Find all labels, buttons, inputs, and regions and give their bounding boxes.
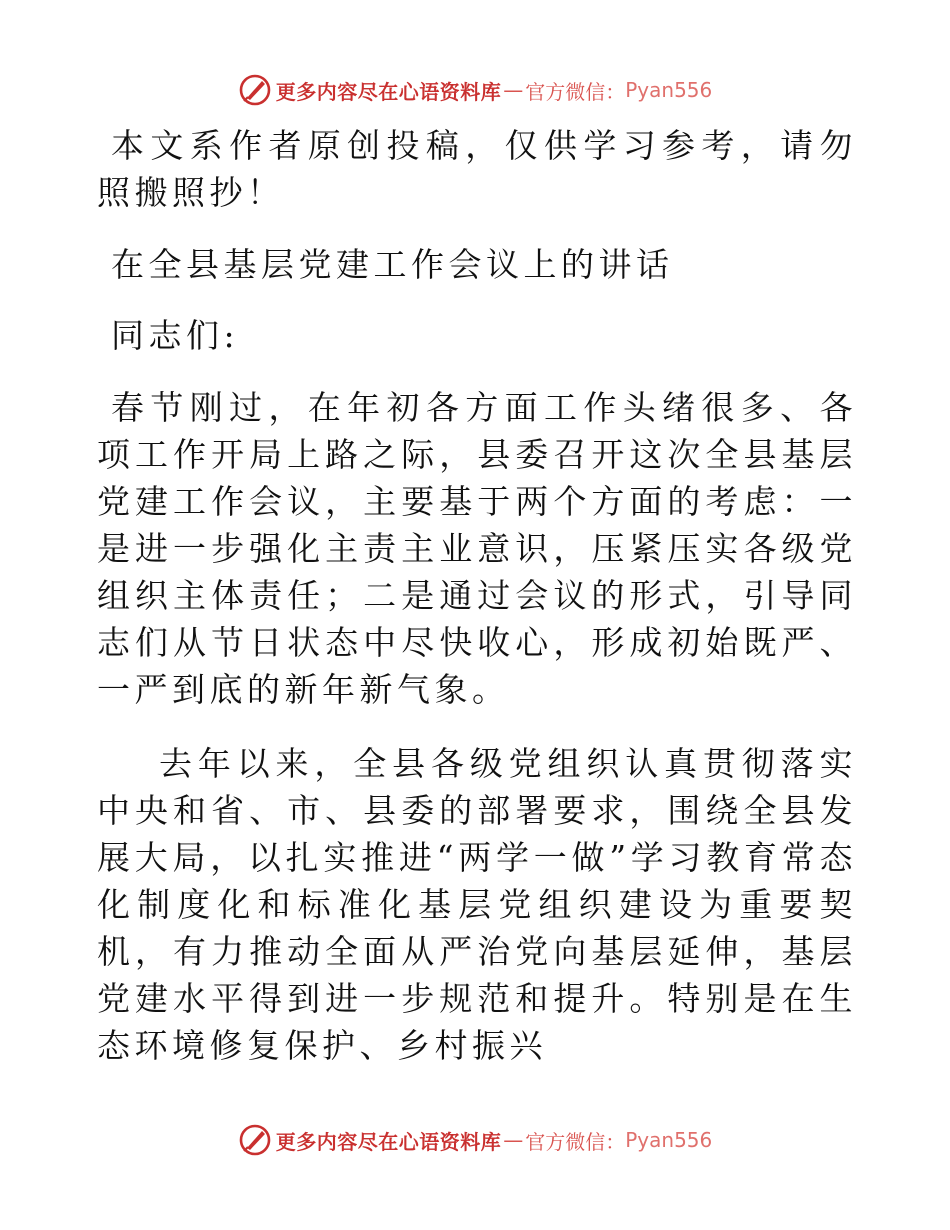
salutation: 同志们: — [111, 316, 240, 355]
banner-main-text: 更多内容尽在心语资料库 — [275, 79, 502, 104]
paragraph-1: 春节刚过，在年初各方面工作头绪很多、各项工作开局上路之际，县委召开这次全县基层党建工作会议，主要基于两个方面的考虑：一是进一步强化主责主业意识，压紧压实各级党组织主体责任；二是通过会议的形式，引导同志们从节日状态中尽快收心，形成初始既严、一严到底的新年新气象。 — [97, 388, 857, 709]
quill-logo-icon — [238, 1123, 272, 1157]
banner-wechat-label: 官方微信： — [525, 1129, 626, 1154]
banner-main-text: 更多内容尽在心语资料库 — [275, 1129, 502, 1154]
banner-dash: — — [503, 1128, 524, 1152]
copyright-notice: 本文系作者原创投稿，仅供学习参考，请勿照搬照抄！ — [97, 126, 857, 212]
document-body — [97, 122, 857, 1069]
banner-wechat-id: Pyan556 — [625, 78, 713, 102]
header-banner — [0, 70, 950, 110]
document-title: 在全县基层党建工作会议上的讲话 — [111, 245, 674, 284]
banner-wechat-id: Pyan556 — [625, 1128, 713, 1152]
banner-wechat-label: 官方微信： — [525, 79, 626, 104]
paragraph-2: 去年以来，全县各级党组织认真贯彻落实中央和省、市、县委的部署要求，围绕全县发展大局，以扎实推进“两学一做”学习教育常态化制度化和标准化基层党组织建设为重要契机，有力推动全面从严治党向基层延伸，基层党建水平得到进一步规范和提升。特别是在生态环境修复保护、乡村振兴 — [97, 744, 857, 1065]
banner-dash: — — [503, 78, 524, 102]
footer-banner — [0, 1120, 950, 1160]
quill-logo-icon — [238, 73, 272, 107]
